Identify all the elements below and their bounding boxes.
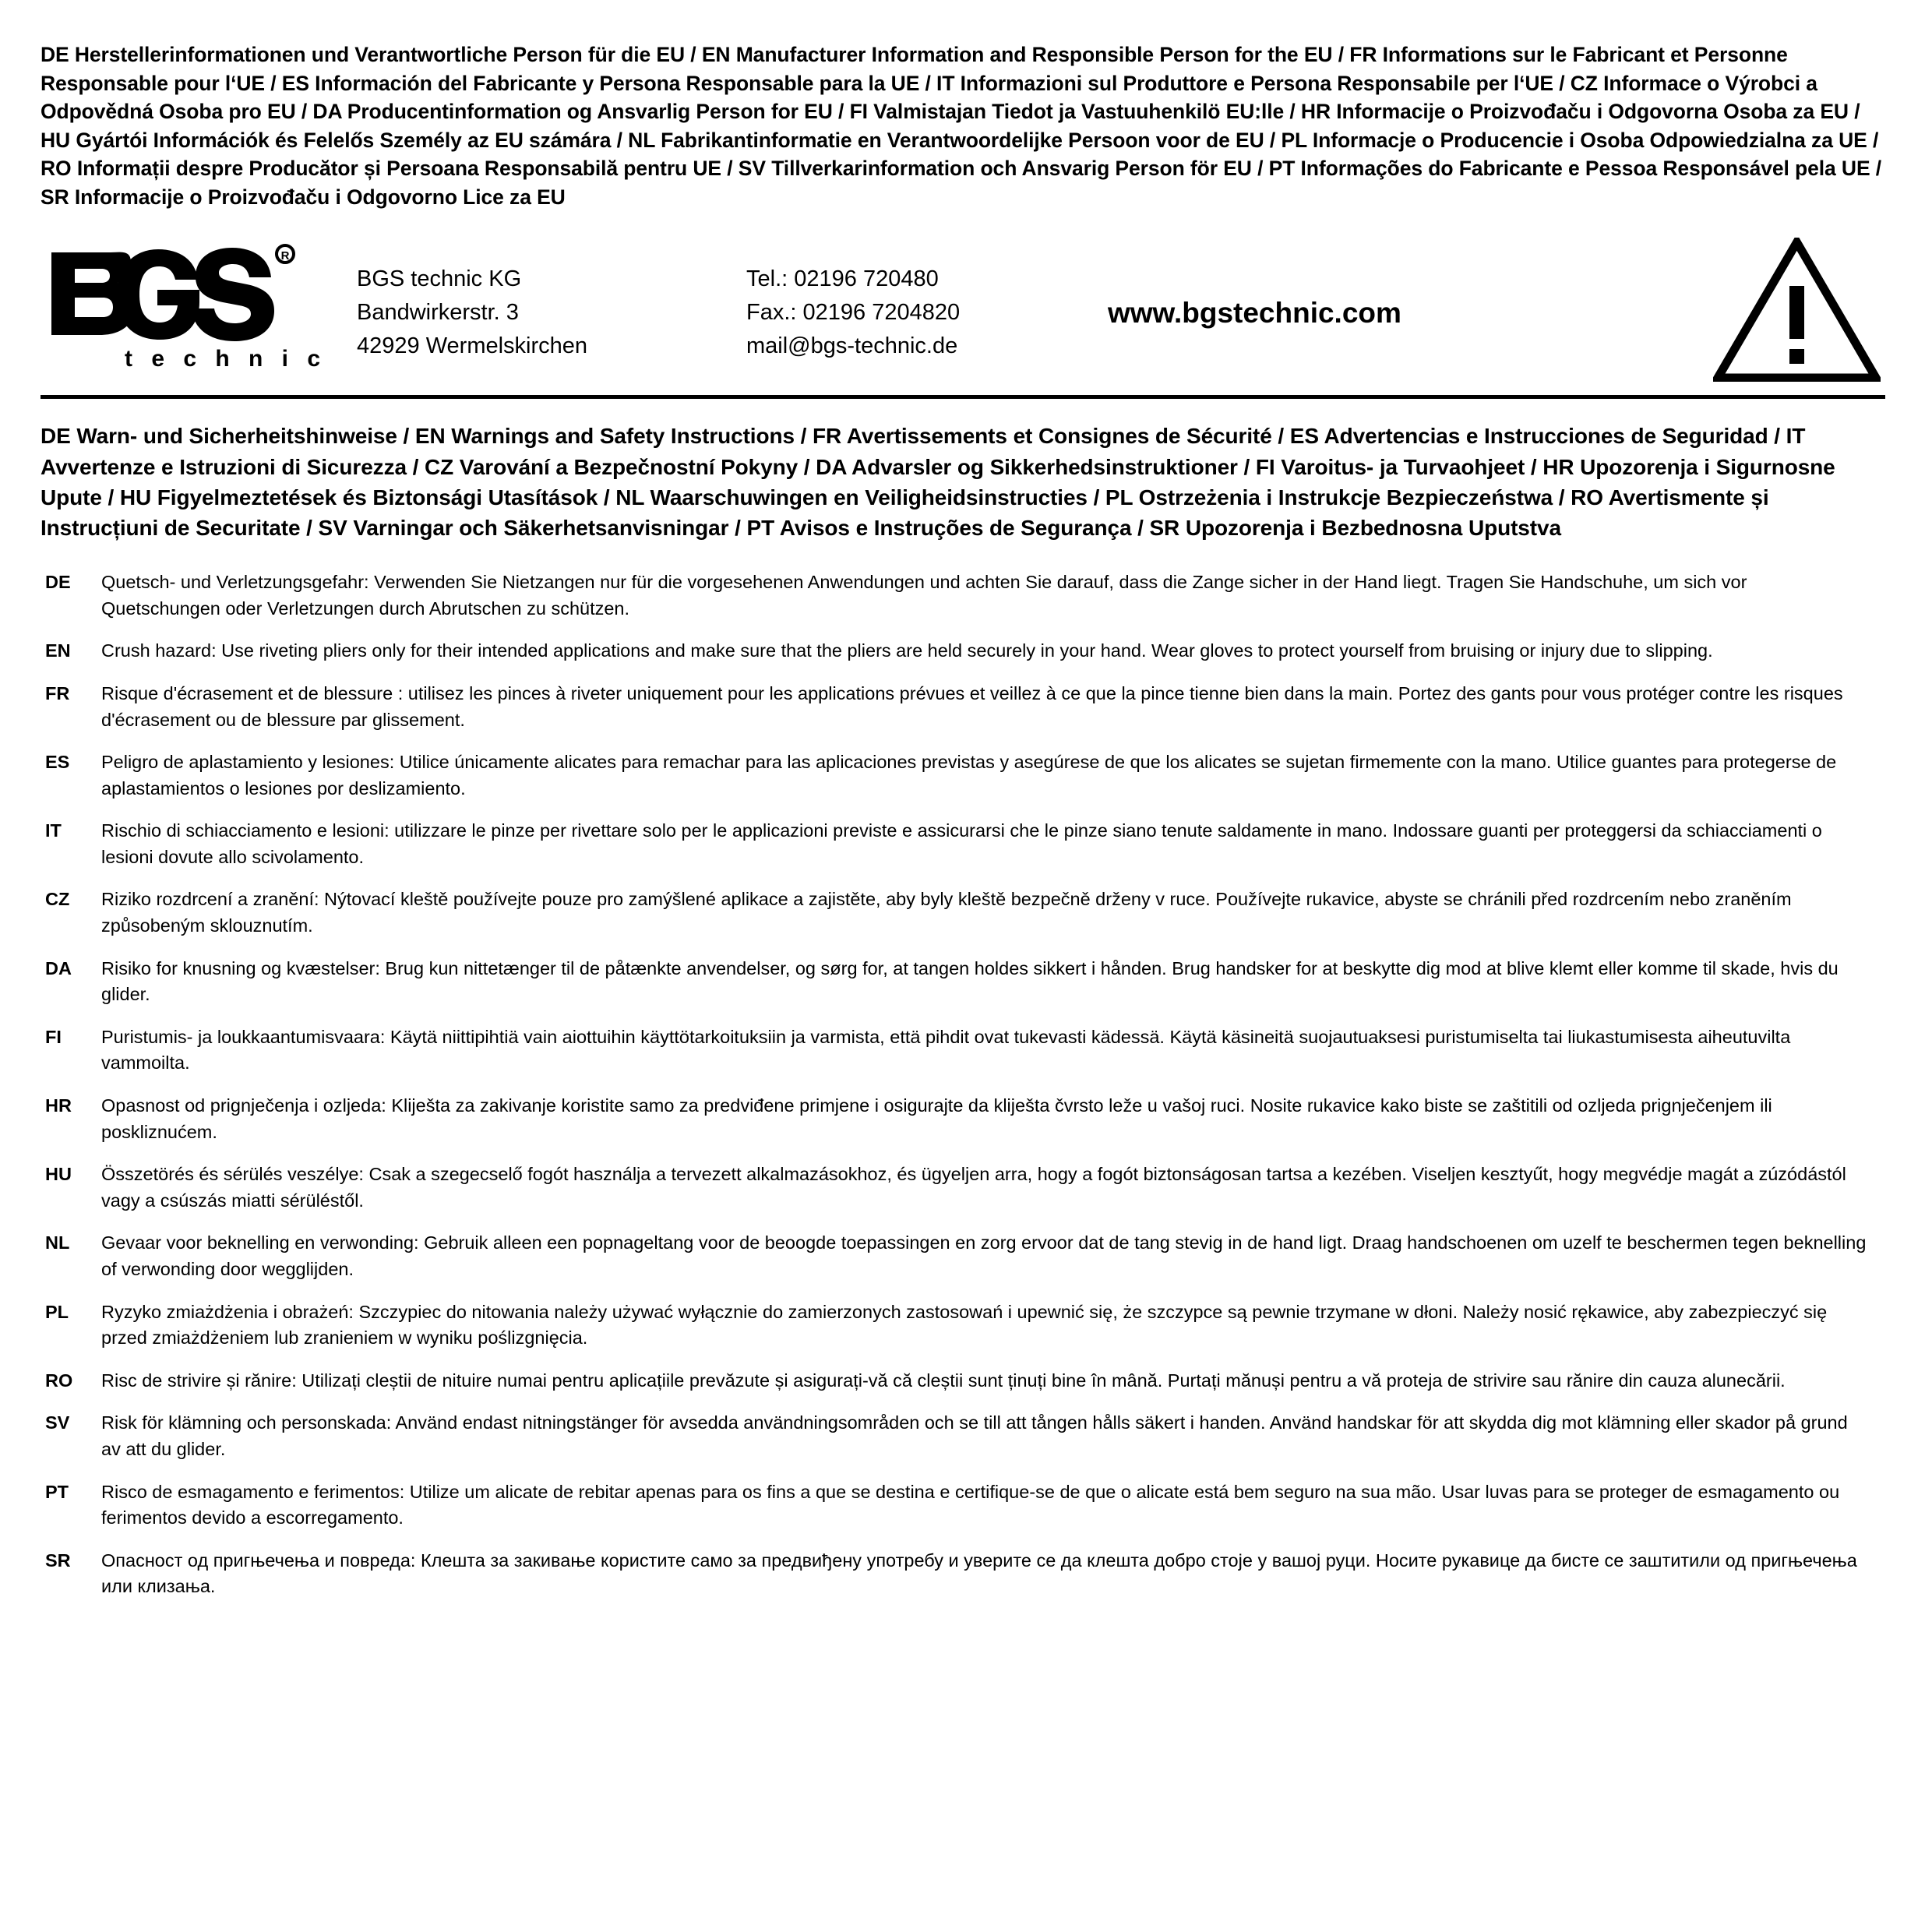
company-city: 42929 Wermelskirchen: [357, 333, 588, 358]
company-name: BGS technic KG: [357, 266, 522, 292]
company-contact: [746, 256, 1089, 363]
language-code: HR: [45, 1095, 72, 1116]
language-code: NL: [45, 1232, 70, 1253]
language-text: Risque d'écrasement et de blessure : utilisez les pinces à riveter uniquement pour les applications prévues et veillez à ce que la pince tienne bien dans la main. Portez des gants pour vous protéger contre les risques d'écrasement ou de blessure par glissement.: [101, 682, 1843, 730]
language-text: Gevaar voor beknelling en verwonding: Gebruik alleen een popnageltang voor de beoogde toepassingen en zorg ervoor dat de tang stevig in de hand ligt. Draag handschoenen om uzelf te beschermen tegen beknelling of verwonding door wegglijden.: [101, 1232, 1867, 1279]
company-email[interactable]: mail@bgs-technic.de: [746, 333, 958, 358]
language-code: IT: [45, 820, 62, 841]
company-street: Bandwirkerstr. 3: [357, 299, 519, 325]
language-code: ES: [45, 752, 70, 773]
list-item: [41, 638, 1885, 665]
list-item: [41, 887, 1885, 939]
list-item: [41, 818, 1885, 870]
company-website[interactable]: www.bgstechnic.com: [1108, 297, 1401, 330]
warning-triangle-icon: [1713, 238, 1881, 382]
warnings-heading: DE Warn- und Sicherheitshinweise / EN Warnings and Safety Instructions / FR Avertissements et Consignes de Sécurité / ES Advertencias e Instrucciones de Seguridad / IT Avvertenze e Istruzioni di Sicurezza / CZ Varování a Bezpečnostní Pokyny / DA Advarsler og Sikkerhedsinstruktioner / FI Varoitus- ja Turvaohjeet / HR Upozorenja i Sigurnosne Upute / HU Figyelmeztetések és Biztonsági Utasítások / NL Waarschuwingen en Veiligheidsinstructies / PL Ostrzeżenia i Instrukcje Bezpieczeństwa / RO Avertismente și Instrucțiuni de Securitate / SV Varningar och Säkerhetsanvisningar / PT Avisos e Instruções de Segurança / SR Upozorenja i Bezbednosna Uputstva: [41, 424, 1835, 540]
language-text: Risiko for knusning og kvæstelser: Brug kun nittetænger til de påtænkte anvendelser, og sørg for, at tangen holdes sikkert i hånden. Brug handsker for at beskytte dig mod at blive klemt eller komme til skade, hvis du glider.: [101, 957, 1839, 1005]
language-text: Ryzyko zmiażdżenia i obrażeń: Szczypiec do nitowania należy używać wyłącznie do zamierzonych zastosowań i upewnić się, że szczypce są pewnie trzymane w dłoni. Należy nosić rękawice, aby zabezpieczyć się przed zmiażdżeniem lub zranieniem w wyniku poślizgnięcia.: [101, 1301, 1828, 1349]
bgs-logo: [41, 243, 357, 375]
language-text: Peligro de aplastamiento y lesiones: Utilice únicamente alicates para remachar para las aplicaciones previstas y asegúrese de que los alicates se sujetan firmemente con la mano. Utilice guantes para protegerse de aplastamientos o lesiones por deslizamiento.: [101, 752, 1837, 799]
list-item: [41, 956, 1885, 1008]
list-item: [41, 1093, 1885, 1145]
list-item: [41, 681, 1885, 733]
company-fax: Fax.: 02196 7204820: [746, 299, 961, 325]
list-item: [41, 1410, 1885, 1462]
list-item: [41, 749, 1885, 802]
language-code: PT: [45, 1481, 69, 1502]
list-item: [41, 1024, 1885, 1077]
svg-text:t e c h n i c: t e c h n i c: [125, 346, 327, 372]
language-code: DA: [45, 957, 72, 978]
list-item: [41, 1368, 1885, 1394]
language-code: EN: [45, 640, 71, 661]
language-list: [41, 569, 1885, 1600]
language-code: CZ: [45, 889, 70, 910]
language-code: SV: [45, 1412, 70, 1433]
language-code: FR: [45, 682, 70, 703]
language-code: SR: [45, 1549, 71, 1571]
language-text: Crush hazard: Use riveting pliers only for their intended applications and make sure that the pliers are held securely in your hand. Wear gloves to protect yourself from bruising or injury due to slipping.: [101, 640, 1713, 661]
list-item: [41, 1230, 1885, 1282]
list-item: [41, 1548, 1885, 1600]
svg-text:R: R: [280, 249, 290, 263]
language-code: PL: [45, 1301, 69, 1322]
language-text: Risco de esmagamento e ferimentos: Utilize um alicate de rebitar apenas para os fins a que se destina e certifique-se de que o alicate está bem seguro na sua mão. Usar luvas para se proteger de esmagamento ou ferimentos devido a escorregamento.: [101, 1481, 1840, 1528]
language-text: Risc de strivire și rănire: Utilizați cleștii de nituire numai pentru aplicațiile prevăzute și asigurați-vă că cleștii sunt ținuți bine în mână. Purtați mănuși pentru a vă proteja de strivire sau rănire din cauza alunecării.: [101, 1370, 1786, 1391]
company-tel: Tel.: 02196 720480: [746, 266, 939, 292]
warning-triangle: [1686, 238, 1885, 382]
language-text: Quetsch- und Verletzungsgefahr: Verwenden Sie Nietzangen nur für die vorgesehenen Anwendungen und achten Sie darauf, dass die Zange sicher in der Hand liegt. Tragen Sie Handschuhe, um sich vor Quetschungen oder Verletzungen durch Abrutschen zu schützen.: [101, 572, 1747, 619]
list-item: [41, 1162, 1885, 1214]
language-text: Risk för klämning och personskada: Använd endast nitningstänger för avsedda användningsområden och se till att tången hålls säkert i handen. Använd handskar för att skydda dig mot klämning eller skador på grund av att du glider.: [101, 1412, 1848, 1459]
company-info-band: [41, 231, 1885, 399]
language-text: Opasnost od prignječenja i ozljeda: Kliješta za zakivanje koristite samo za predviđene primjene i osigurajte da kliješta čvrsto leže u vašoj ruci. Nosite rukavice kako biste se zaštitili od ozljeda prignječenjem ili poskliznućem.: [101, 1095, 1772, 1142]
list-item: [41, 1299, 1885, 1352]
bgs-logo-icon: [45, 243, 341, 375]
language-text: Összetörés és sérülés veszélye: Csak a szegecselő fogót használja a tervezett alkalmazásokhoz, és ügyeljen arra, hogy a fogót biztonságosan tartsa a kezében. Viseljen kesztyűt, hogy megvédje magát a zúzódástól vagy a csúszás miatti sérüléstől.: [101, 1164, 1846, 1211]
company-address: [357, 256, 746, 363]
language-text: Rischio di schiacciamento e lesioni: utilizzare le pinze per rivettare solo per le applicazioni previste e assicurarsi che le pinze siano tenute saldamente in mano. Indossare guanti per proteggersi da schiacciamenti o lesioni dovute allo scivolamento.: [101, 820, 1822, 867]
list-item: [41, 569, 1885, 622]
language-text: Опасност од пригњечења и повреда: Клешта за закивање користите само за предвиђену употребу и уверите се да клешта добро стоје у вашој руци. Носите рукавице да бисте се заштитили од пригњечења или клизања.: [101, 1549, 1857, 1597]
language-code: RO: [45, 1370, 73, 1391]
language-code: DE: [45, 572, 71, 593]
language-text: Puristumis- ja loukkaantumisvaara: Käytä niittipihtiä vain aiottuihin käyttötarkoituksiin ja varmista, että pihdit ovat tukevasti kädessä. Käytä käsineitä suojautuaksesi puristumiselta tai liukastumisesta aiheutuvilta vammoilta.: [101, 1026, 1791, 1074]
language-text: Riziko rozdrcení a zranění: Nýtovací kleště používejte pouze pro zamýšlené aplikace a zajistěte, aby byly kleště bezpečně drženy v ruce. Používejte rukavice, abyste se chránili před rozdrcením nebo zraněním způsobeným sklouznutím.: [101, 889, 1792, 936]
language-code: FI: [45, 1026, 62, 1047]
list-item: [41, 1479, 1885, 1532]
language-code: HU: [45, 1164, 72, 1185]
page-title: DE Herstellerinformationen und Verantwortliche Person für die EU / EN Manufacturer Information and Responsible Person for the EU / FR Informations sur le Fabricant et Personne Responsable pour l‘UE / ES Información del Fabricante y Persona Responsable para la UE / IT Informazioni sul Produttore e Persona Responsabile per l‘UE / CZ Informace o Výrobci a Odpovědná Osoba pro EU / DA Producentinformation og Ansvarlig Person for EU / FI Valmistajan Tiedot ja Vastuuhenkilö EU:lle / HR Informacije o Proizvođaču i Odgovorna Osoba za EU / HU Gyártói Információk és Felelős Személy az EU számára / NL Fabrikantinformatie en Verantwoordelijke Persoon voor de EU / PL Informacje o Producencie i Osoba Odpowiedzialna za UE / RO Informații despre Producător și Persoana Responsabilă pentru UE / SV Tillverkarinformation och Ansvarig Person för EU / PT Informações do Fabricante e Pessoa Responsável pela UE / SR Informacije o Proizvođaču i Odgovorno Lice za EU: [41, 43, 1882, 209]
